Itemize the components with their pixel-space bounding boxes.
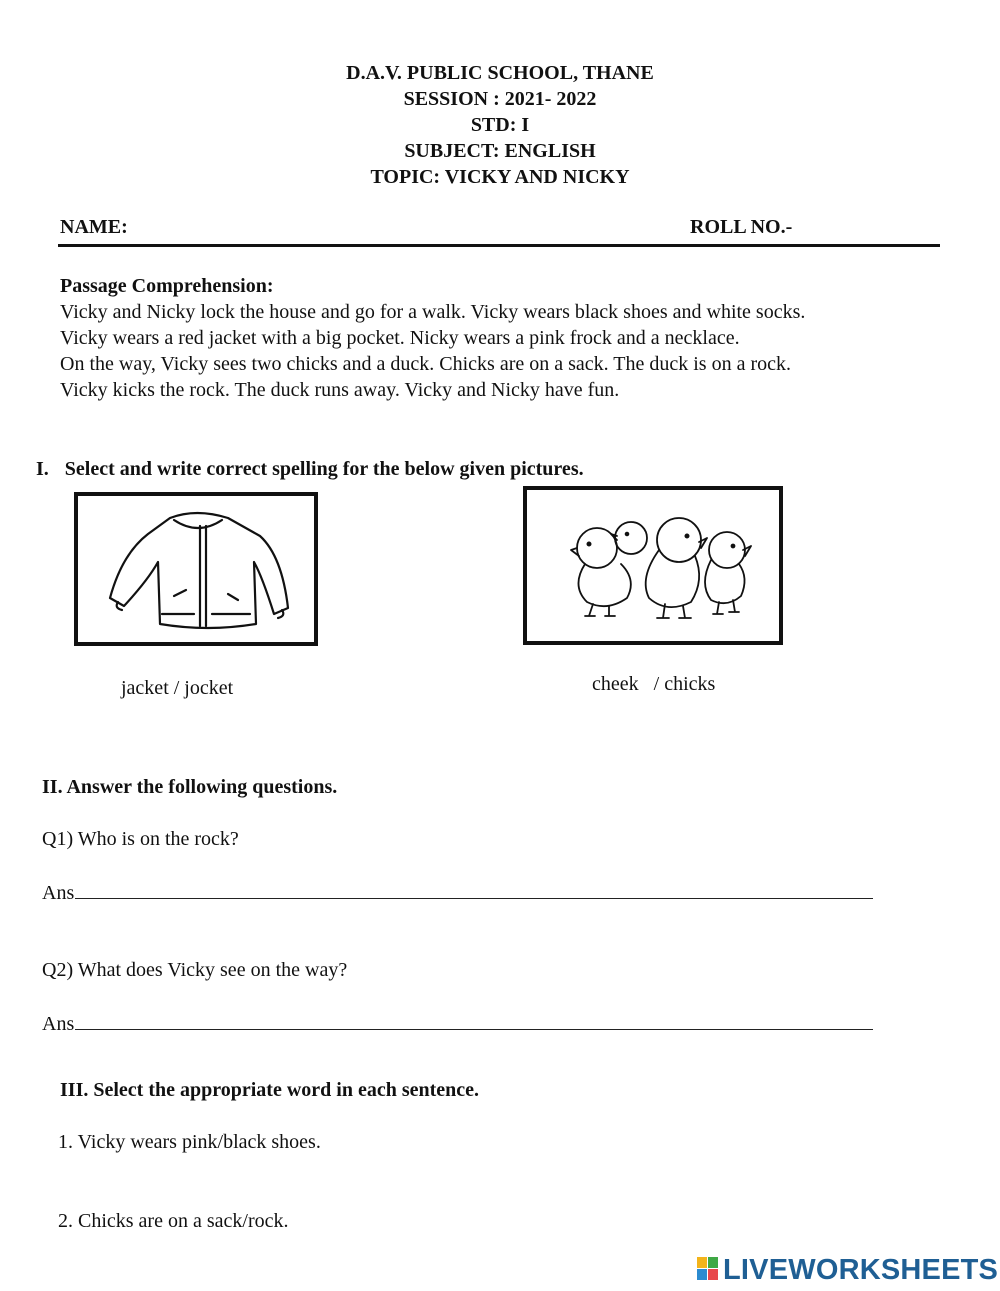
passage-line: Vicky wears a red jacket with a big pocket. Nicky wears a pink frock and a necklace. bbox=[60, 327, 740, 349]
sentence-1[interactable]: 1. Vicky wears pink/black shoes. bbox=[58, 1131, 321, 1153]
section-1-title: Select and write correct spelling for the below given pictures. bbox=[64, 458, 584, 480]
answer-blank[interactable] bbox=[75, 880, 873, 899]
passage-line: Vicky kicks the rock. The duck runs away. Vicky and Nicky have fun. bbox=[60, 379, 620, 401]
worksheet-header bbox=[0, 60, 1000, 190]
question-1: Q1) Who is on the rock? bbox=[42, 828, 239, 850]
sentence-2[interactable]: 2. Chicks are on a sack/rock. bbox=[58, 1210, 289, 1232]
section-2-heading: II. Answer the following questions. bbox=[42, 776, 338, 798]
answer-blank[interactable] bbox=[75, 1011, 873, 1030]
school-name: D.A.V. PUBLIC SCHOOL, THANE bbox=[346, 62, 654, 84]
chicks-icon bbox=[527, 490, 779, 641]
session: SESSION : 2021- 2022 bbox=[403, 88, 597, 110]
option-jacket-spelling[interactable]: jacket / jocket bbox=[121, 677, 234, 699]
option-chicks-spelling[interactable]: cheek / chicks bbox=[592, 673, 716, 695]
name-label: NAME: bbox=[60, 216, 128, 238]
chicks-picture-box bbox=[523, 486, 783, 645]
roll-number-label: ROLL NO.- bbox=[690, 216, 793, 238]
answer-label: Ans bbox=[42, 1013, 75, 1035]
section-1-number: I. bbox=[36, 458, 49, 480]
logo-text: LIVEWORKSHEETS bbox=[723, 1254, 999, 1286]
topic: TOPIC: VICKY AND NICKY bbox=[370, 166, 630, 188]
passage bbox=[60, 273, 940, 403]
liveworksheets-mark-icon bbox=[697, 1257, 719, 1281]
question-2: Q2) What does Vicky see on the way? bbox=[42, 959, 348, 981]
student-info-row bbox=[58, 216, 940, 247]
standard: STD: I bbox=[470, 114, 530, 136]
jacket-picture-box bbox=[74, 492, 318, 646]
section-3-heading: III. Select the appropriate word in each sentence. bbox=[60, 1079, 480, 1101]
answer-line-2[interactable] bbox=[42, 1011, 873, 1036]
subject: SUBJECT: ENGLISH bbox=[404, 140, 596, 162]
section-1-heading bbox=[36, 458, 584, 481]
passage-line: Vicky and Nicky lock the house and go for a walk. Vicky wears black shoes and white socks. bbox=[60, 301, 806, 323]
passage-line: On the way, Vicky sees two chicks and a duck. Chicks are on a sack. The duck is on a rock. bbox=[60, 353, 792, 375]
answer-line-1[interactable] bbox=[42, 880, 873, 905]
answer-label: Ans bbox=[42, 882, 75, 904]
passage-title: Passage Comprehension: bbox=[60, 275, 274, 297]
jacket-icon bbox=[78, 496, 314, 642]
